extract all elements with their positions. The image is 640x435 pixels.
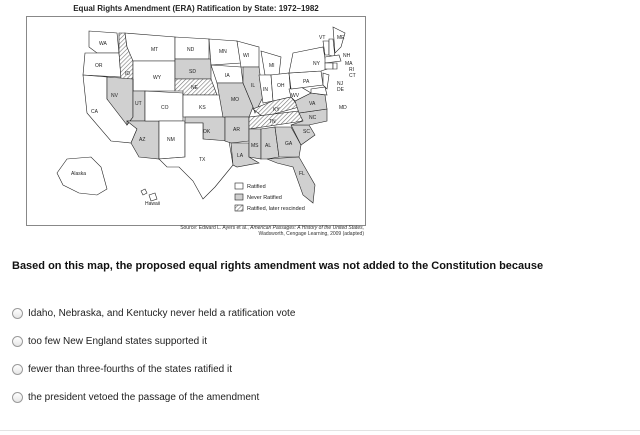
state-RI: [333, 63, 337, 69]
label-NH: NH: [343, 53, 351, 59]
state-Hawaii-2: [149, 193, 157, 201]
label-WV: WV: [291, 93, 300, 99]
label-MO: MO: [231, 97, 240, 103]
label-MN: MN: [219, 49, 227, 55]
radio-button-3[interactable]: [12, 364, 23, 375]
state-CT: [325, 63, 333, 69]
answer-option-4[interactable]: [12, 390, 259, 404]
label-ME: ME: [337, 35, 345, 41]
label-PA: PA: [303, 79, 310, 85]
label-NY: NY: [313, 61, 320, 67]
map-frame: [26, 16, 366, 226]
label-FL: FL: [299, 171, 305, 177]
label-ND: ND: [187, 47, 195, 53]
label-SD: SD: [189, 69, 196, 75]
label-NJ: NJ: [337, 81, 344, 87]
label-NV: NV: [111, 93, 118, 99]
label-ID: ID: [125, 71, 130, 77]
label-GA: GA: [285, 141, 293, 147]
label-TX: TX: [199, 157, 206, 163]
radio-button-4[interactable]: [12, 392, 23, 403]
label-CT: CT: [349, 73, 356, 79]
label-MD: MD: [339, 105, 347, 111]
legend-ratified: Ratified: [247, 184, 266, 190]
source-prefix: Source: Edward L. Ayers et al.,: [180, 225, 251, 231]
label-WA: WA: [99, 41, 107, 47]
legend-rescinded: Ratified, later rescinded: [247, 206, 305, 212]
answer-label-4: the president vetoed the passage of the amendment: [28, 391, 260, 403]
state-NY: [289, 47, 327, 73]
answer-label-3: fewer than three-fourths of the states ratified it: [28, 363, 232, 375]
label-AZ: AZ: [139, 137, 146, 143]
label-MA: MA: [345, 61, 353, 67]
legend-never-ratified: Never Ratified: [247, 195, 282, 201]
label-WI: WI: [243, 53, 250, 59]
label-RI: RI: [349, 67, 354, 73]
label-MI: MI: [269, 63, 275, 69]
bottom-divider: [0, 430, 640, 431]
label-NC: NC: [309, 115, 317, 121]
label-MS: MS: [251, 143, 259, 149]
us-map: [27, 17, 365, 225]
map-title: Equal Rights Amendment (ERA) Ratification by State: 1972–1982: [73, 4, 319, 13]
label-OR: OR: [95, 63, 103, 69]
map-source: [104, 225, 364, 237]
label-AL: AL: [265, 143, 272, 149]
label-CA: CA: [91, 109, 98, 115]
label-KY: KY: [273, 107, 280, 113]
state-NJ: [323, 73, 329, 89]
label-Hawaii: Hawaii: [145, 201, 161, 207]
state-Hawaii-1: [141, 189, 147, 195]
label-IN: IN: [263, 87, 268, 93]
answer-label-1: Idaho, Nebraska, and Kentucky never held a ratification vote: [28, 307, 296, 319]
state-MT: [125, 33, 175, 61]
source-publisher: Wadsworth, Cengage Learning, 2009 (adapted): [258, 231, 364, 237]
answer-label-2: too few New England states supported it: [28, 335, 207, 347]
label-VA: VA: [309, 101, 316, 107]
label-AR: AR: [233, 127, 240, 133]
label-OK: OK: [203, 129, 211, 135]
label-KS: KS: [199, 105, 206, 111]
question-text: Based on this map, the proposed equal rights amendment was not added to the Constitution because: [12, 260, 544, 272]
label-IL: IL: [251, 83, 256, 89]
radio-button-2[interactable]: [12, 336, 23, 347]
answer-option-2[interactable]: [12, 334, 207, 348]
label-NM: NM: [167, 137, 175, 143]
label-OH: OH: [277, 83, 285, 89]
label-WY: WY: [153, 75, 162, 81]
answer-option-3[interactable]: [12, 362, 232, 376]
label-NE: NE: [191, 85, 198, 91]
label-Alaska: Alaska: [71, 171, 87, 177]
label-LA: LA: [237, 153, 244, 159]
label-CO: CO: [161, 105, 169, 111]
radio-button-1[interactable]: [12, 308, 23, 319]
label-VT: VT: [319, 35, 326, 41]
state-MA: [325, 55, 341, 63]
map-legend: [235, 183, 305, 212]
label-DE: DE: [337, 87, 344, 93]
label-UT: UT: [135, 101, 142, 107]
label-SC: SC: [303, 129, 310, 135]
source-title: American Passages: A History of the United States,: [250, 225, 364, 231]
label-TN: TN: [269, 119, 276, 125]
label-IA: IA: [225, 73, 230, 79]
label-MT: MT: [151, 47, 159, 53]
era-map-figure: [26, 4, 366, 236]
answer-option-1[interactable]: [12, 306, 295, 320]
